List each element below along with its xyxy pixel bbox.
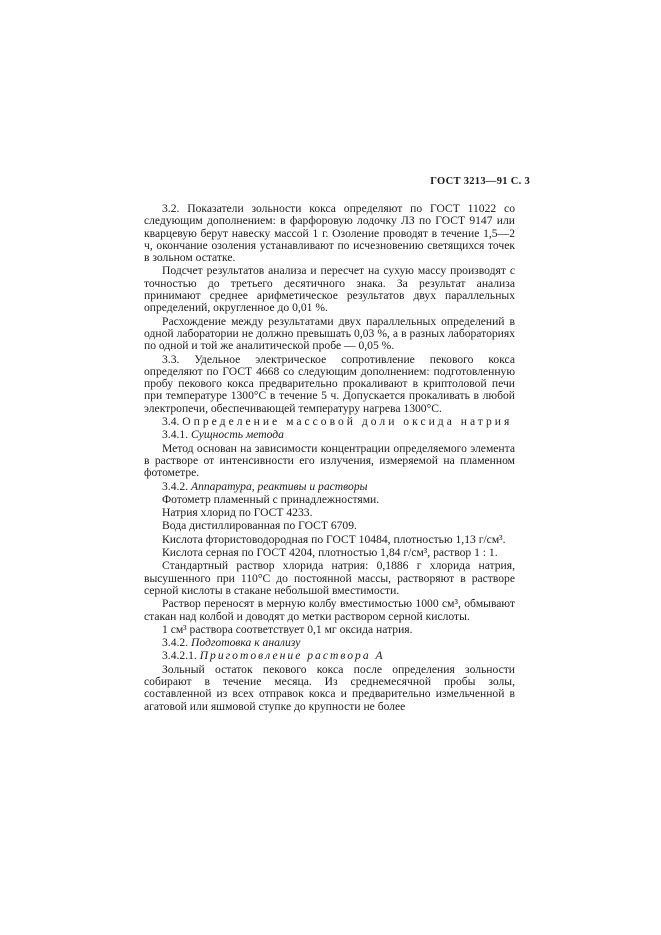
paragraph-method: Метод основан на зависимости концентрации определяемого элемента в растворе от интенсивности его излучения, измеряемой на пламенном фотометре. xyxy=(144,441,515,480)
paragraph-transfer: Раствор переносят в мерную колбу вместимостью 1000 см³, обмывают стакан над колбой и доводят до метки раствором серной кислоты. xyxy=(144,597,515,623)
subsection-number: 3.4.2. xyxy=(162,636,189,650)
subsection-heading-3-4-1 xyxy=(144,429,515,441)
subsection-title: Подготовка к анализу xyxy=(191,636,301,650)
subsection-number: 3.4.2. xyxy=(162,479,189,493)
paragraph-discrepancy: Расхождение между результатами двух параллельных определений в одной лаборатории не должно превышать 0,03 %, а в разных лабораториях по одной и той же аналитической пробе — 0,05 %. xyxy=(144,314,515,353)
subsection-heading-3-4-2 xyxy=(144,481,515,493)
list-item-sulfuric-acid: Кислота серная по ГОСТ 4204, плотностью 1,84 г/см³, раствор 1 : 1. xyxy=(162,546,498,560)
paragraph-calculation: Подсчет результатов анализа и пересчет на сухую массу производят с точностью до третьего десятичного знака. За результат анализа принимают среднее арифметическое результатов двух параллельных определений, округленное до 0,01 %. xyxy=(144,264,515,315)
list-item-hydrofluoric-acid: Кислота фтористоводородная по ГОСТ 10484, плотностью 1,13 г/см³. xyxy=(162,532,506,546)
subsection-number: 3.4.1. xyxy=(162,428,189,442)
paragraph-3-3: 3.3. Удельное электрическое сопротивление пекового кокса определяют по ГОСТ 4668 со следующим дополнением: подготовленную пробу пекового кокса предварительно прокаливают в криптоловой печи при температуре 1300°С в течение 5 ч. Допускается прокаливать в любой электропечи, обеспечивающей температуру нагрева 1300°С. xyxy=(144,352,515,415)
section-heading-3-4 xyxy=(144,416,515,428)
paragraph-standard-solution: Стандартный раствор хлорида натрия: 0,1886 г хлорида натрия, высушенного при 110°С до постоянной массы, растворяют в растворе серной кислоты в стакане небольшой вместимости. xyxy=(144,559,515,597)
subsection-title: Сущность метода xyxy=(191,428,284,442)
running-head: ГОСТ 3213—91 С. 3 xyxy=(430,176,530,187)
section-number: 3.4. xyxy=(162,415,180,429)
list-item-water: Вода дистиллированная по ГОСТ 6709. xyxy=(162,519,357,533)
subsection-heading-3-4-2-prep xyxy=(144,637,515,649)
section-title: Определение массовой доли оксида натрия xyxy=(182,415,513,429)
list-item-sodium-chloride: Натрия хлорид по ГОСТ 4233. xyxy=(162,506,313,520)
paragraph-equivalence: 1 см³ раствора соответствует 0,1 мг оксида натрия. xyxy=(162,622,413,636)
subsection-number: 3.4.2.1. xyxy=(162,649,197,663)
subsection-title: Аппаратура, реактивы и растворы xyxy=(191,479,368,493)
paragraph-3-2: 3.2. Показатели зольности кокса определяют по ГОСТ 11022 со следующим дополнением: в фарфоровую лодочку ЛЗ по ГОСТ 9147 или кварцевую берут навеску массой 1 г. Озоление проводят в течение 1,5—2 ч, окончание озоления устанавливают по исчезновению светящихся точек в зольном остатке. xyxy=(144,202,515,265)
paragraph-ash-residue: Зольный остаток пекового кокса после определения зольности собирают в течение месяца. Из среднемесячной пробы золы, составленной из всех отправок кокса и предварительно измельченной в агатовой или яшмовой ступке до крупности не более xyxy=(144,662,515,713)
document-body xyxy=(144,203,515,714)
subsection-heading-3-4-2-1 xyxy=(144,650,515,662)
subsection-title: Приготовление раствора А xyxy=(199,649,385,663)
list-item-photometer: Фотометр пламенный с принадлежностями. xyxy=(162,492,380,506)
